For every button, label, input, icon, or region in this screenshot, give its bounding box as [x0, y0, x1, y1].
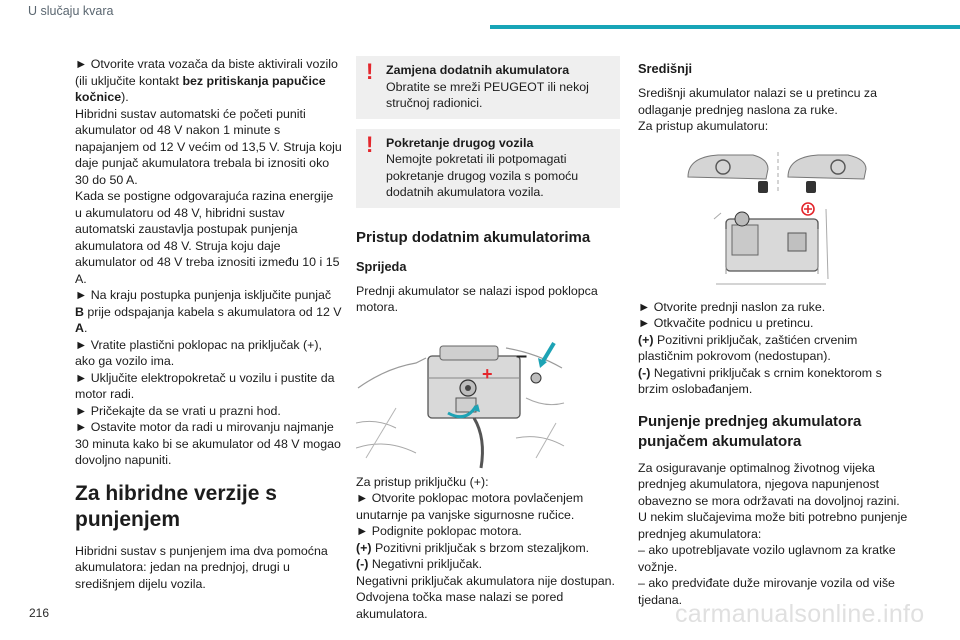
paragraph: U nekim slučajevima može biti potrebno punjenje prednjeg akumulatora:: [638, 510, 908, 541]
paragraph: ► Podignite poklopac motora.: [356, 524, 522, 538]
paragraph: Za pristup priključku (+):: [356, 474, 489, 489]
paragraph: – ako upotrebljavate vozilo uglavnom za kratke vožnje.: [638, 543, 896, 574]
warning-icon: !: [366, 59, 374, 84]
plus-terminal-label: +: [482, 363, 493, 384]
column-middle: [356, 56, 620, 622]
warning-icon: !: [366, 131, 374, 157]
running-header: U slučaju kvara: [28, 4, 114, 18]
section-heading-plugin-hybrid: Za hibridne verzije s punjenjem: [75, 481, 277, 531]
paragraph: ► Pričekajte da se vrati u prazni hod.: [75, 403, 281, 418]
header-accent-bar: [490, 25, 960, 29]
paragraph: ► Uključite elektropokretač u vozilu i pustite da motor radi.: [75, 370, 335, 401]
subheading-front: Sprijeda: [356, 258, 407, 274]
paragraph: (-) Negativni priključak.: [356, 557, 483, 571]
subheading-central: Središnji: [638, 61, 693, 76]
central-battery-illustration: [706, 199, 836, 291]
paragraph: Negativni priključak akumulatora nije dostupan.: [356, 573, 615, 588]
paragraph: Odvojena točka mase nalazi se pored akumulatora.: [356, 590, 564, 621]
warning-title: Zamjena dodatnih akumulatora: [386, 63, 570, 77]
paragraph: Središnji akumulator nalazi se u pretincu za odlaganje prednjeg naslona za ruke.: [638, 86, 877, 117]
paragraph: Za osiguravanje optimalnog životnog vijeka prednjeg akumulatora, njegova napunjenost obavezno se mora održavati na dovoljnoj razini.: [638, 460, 900, 508]
column-right: [638, 56, 908, 608]
paragraph: ► Otkvačite podnicu u pretincu.: [638, 316, 814, 330]
paragraph: (-) Negativni priključak s crnim konektorom s brzim oslobađanjem.: [638, 365, 882, 396]
watermark: carmanualsonline.info: [675, 600, 925, 628]
section-heading-access: Pristup dodatnim akumulatorima: [356, 228, 591, 246]
paragraph: ► Vratite plastični poklopac na priključak (+), ako ga vozilo ima.: [75, 337, 322, 368]
paragraph: Kada se postigne odgovarajuća razina energije u akumulatoru od 48 V, hibridni sustav automatski zaustavlja postupak punjenja akumulatora od 48 V. Struja koju daje akumulator od 48 V treba iznositi između 10 i 15 A.: [75, 189, 340, 286]
paragraph: Prednji akumulator se nalazi ispod poklopca motora.: [356, 283, 598, 314]
warning-text: Nemojte pokretati ili potpomagati pokretanje drugog vozila s pomoću dodatnih akumulatora vozila.: [386, 152, 579, 199]
page-number: 216: [29, 606, 50, 620]
paragraph: (+) Pozitivni priključak s brzom stezaljkom.: [356, 540, 590, 555]
paragraph: ► Na kraju postupka punjenja isključite punjač B prije odspajanja kabela s akumulatora od 12 V A.: [75, 288, 342, 335]
paragraph: – ako predviđate duže mirovanje vozila od više tjedana.: [638, 576, 895, 607]
section-heading-charging: Punjenje prednjeg akumulatora punjačem akumulatora: [638, 412, 862, 450]
column-left: [75, 56, 343, 592]
paragraph: Za pristup akumulatoru:: [638, 119, 769, 133]
warning-note: [356, 56, 620, 119]
paragraph: Hibridni sustav automatski će početi puniti akumulator od 48 V nakon 1 minute s napajanjem od 12 V većim od 13,5 V. Struja koju daje punjač akumulatora trebala bi iznositi oko 30 do 50 A.: [75, 106, 342, 187]
warning-title: Pokretanje drugog vozila: [386, 135, 534, 150]
paragraph: ► Otvorite vrata vozača da biste aktivirali vozilo (ili uključite kontakt bez pritiskanja papučice kočnice).: [75, 57, 338, 104]
armrest-illustration: [678, 147, 878, 195]
paragraph: Hibridni sustav s punjenjem ima dva pomoćna akumulatora: jedan na prednjoj, drugi u središnjem dijelu vozila.: [75, 543, 328, 591]
paragraph: ► Otvorite prednji naslon za ruke.: [638, 299, 826, 314]
front-battery-illustration: [356, 328, 566, 470]
paragraph: ► Otvorite poklopac motora povlačenjem unutarnje pa vanjske sigurnosne ručice.: [356, 491, 584, 522]
paragraph: (+) Pozitivni priključak, zaštićen crvenim plastičnim pokrovom (nedostupan).: [638, 332, 858, 363]
minus-terminal-label: –: [516, 344, 528, 367]
warning-note: [356, 129, 620, 208]
warning-text: Obratite se mreži PEUGEOT ili nekoj stručnoj radionici.: [386, 79, 589, 110]
paragraph: ► Ostavite motor da radi u mirovanju najmanje 30 minuta kako bi se akumulator od 48 V mogao dovoljno napuniti.: [75, 420, 341, 467]
